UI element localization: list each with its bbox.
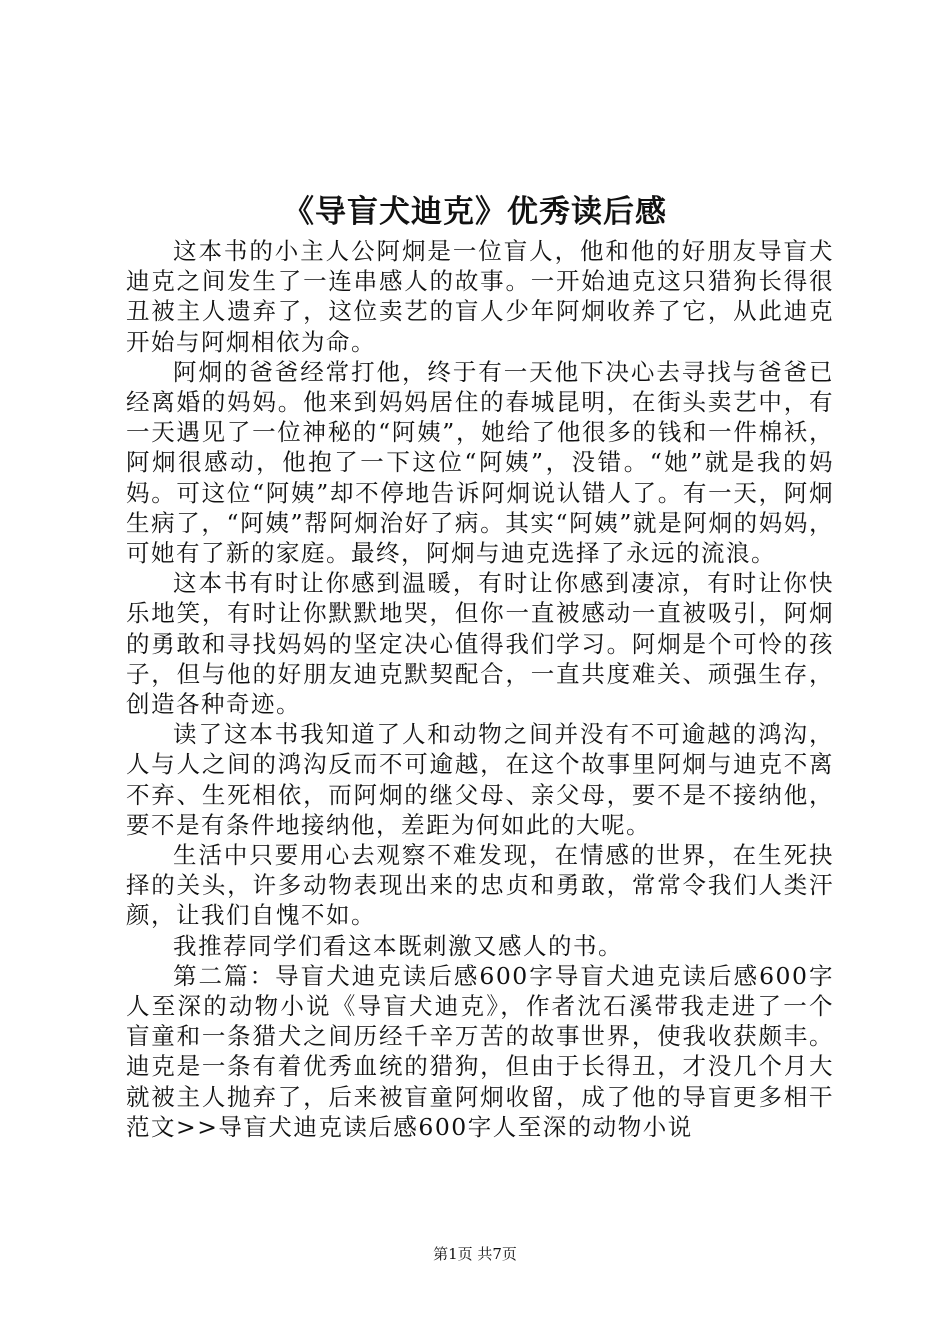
paragraph: 读了这本书我知道了人和动物之间并没有不可逾越的鸿沟，人与人之间的鸿沟反而不可逾越，在这个故事里阿炯与迪克不离不弃、生死相依，而阿炯的继父母、亲父母，要不是不接纳他，要不是有条件地接纳他，差距为何如此的大呢。	[126, 720, 834, 839]
paragraph: 我推荐同学们看这本既刺激又感人的书。	[173, 931, 623, 960]
paragraph: 这本书有时让你感到温暖，有时让你感到凄凉，有时让你快乐地笑，有时让你默默地哭，但你一直被感动一直被吸引，阿炯的勇敢和寻找妈妈的坚定决心值得我们学习。阿炯是个可怜的孩子，但与他的好朋友迪克默契配合，一直共度难关、顽强生存，创造各种奇迹。	[126, 569, 834, 719]
paragraph: 生活中只要用心去观察不难发现，在情感的世界，在生死抉择的关头，许多动物表现出来的忠贞和勇敢，常常令我们人类汗颜，让我们自愧不如。	[126, 841, 834, 930]
paragraph: 阿炯的爸爸经常打他，终于有一天他下决心去寻找与爸爸已经离婚的妈妈。他来到妈妈居住的春城昆明，在街头卖艺中，有一天遇见了一位神秘的“阿姨”，她给了他很多的钱和一件棉袄，阿炯很感动，他抱了一下这位“阿姨”，没错。“她”就是我的妈妈。可这位“阿姨”却不停地告诉阿炯说认错人了。有一天，阿炯生病了，“阿姨”帮阿炯治好了病。其实“阿姨”就是阿炯的妈妈，可她有了新的家庭。最终，阿炯与迪克选择了永远的流浪。	[126, 357, 834, 568]
paragraph: 第二篇：导盲犬迪克读后感600字导盲犬迪克读后感600字人至深的动物小说《导盲犬迪克》，作者沈石溪带我走进了一个盲童和一条猎犬之间历经千辛万苦的故事世界，使我收获颇丰。迪克是一条有着优秀血统的猎狗，但由于长得丑，才没几个月大就被主人抛弃了，后来被盲童阿炯收留，成了他的导盲更多相干范文>>导盲犬迪克读后感600字人至深的动物小说	[126, 961, 834, 1141]
page-number-footer: 第1页 共7页	[433, 1245, 517, 1263]
paragraph: 这本书的小主人公阿炯是一位盲人，他和他的好朋友导盲犬迪克之间发生了一连串感人的故事。一开始迪克这只猎狗长得很丑被主人遗弃了，这位卖艺的盲人少年阿炯收养了它，从此迪克开始与阿炯相依为命。	[126, 237, 834, 356]
document-title: 《导盲犬迪克》优秀读后感	[283, 194, 667, 230]
document-body	[126, 236, 834, 1142]
